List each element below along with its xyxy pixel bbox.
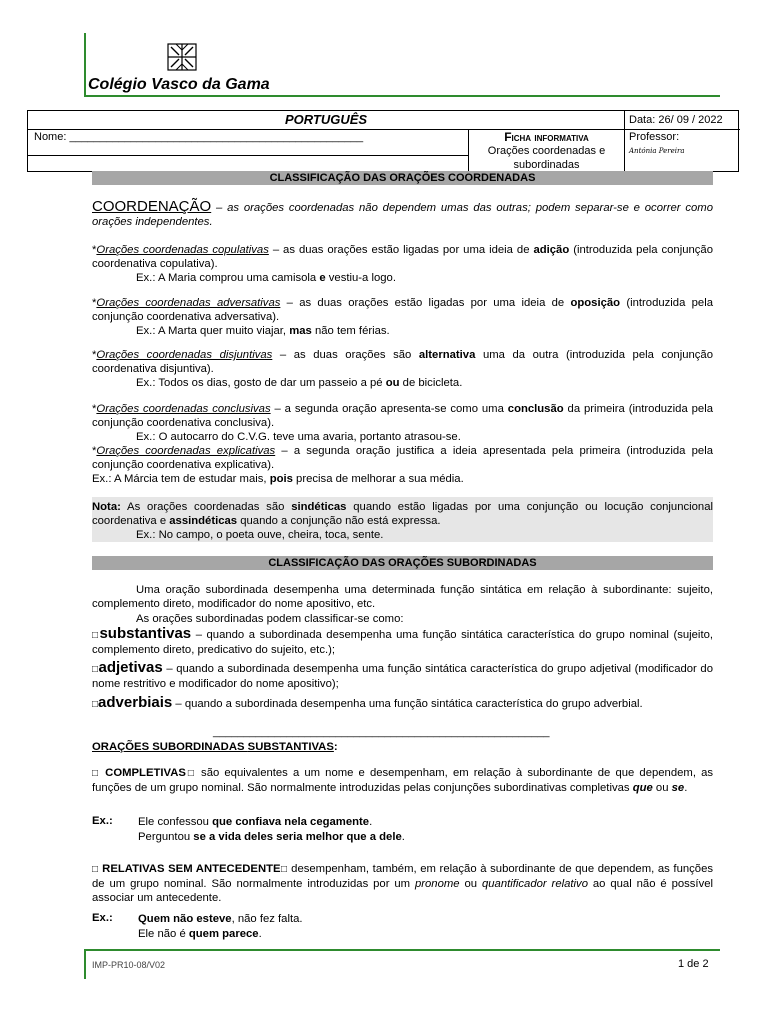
concl-keyword: conclusão [507, 403, 564, 415]
checkbox-icon: □ [92, 664, 99, 675]
adverbiais-text: – quando a subordinada desempenha uma função sintática característica do grupo adverbial. [172, 698, 643, 710]
adverbiais-item [92, 696, 713, 712]
rel-pronome: pronome [414, 878, 460, 890]
substantivas-term: substantivas [99, 625, 192, 642]
footer-frame-vertical [84, 949, 86, 979]
adverbiais-term: adverbiais [98, 694, 173, 711]
rel-ex2-b: quem parece [188, 928, 259, 940]
coord-title: COORDENAÇÃO [92, 198, 212, 215]
copul-ex-a: Ex.: A Maria comprou uma camisola [136, 272, 320, 284]
substantivas-heading [92, 740, 713, 754]
checkbox-icon: □ [92, 630, 100, 641]
relativas-block [92, 862, 713, 905]
explicativas-term: Orações coordenadas explicativas [96, 445, 276, 457]
relativas-ex-2 [138, 927, 303, 941]
subject-title: PORTUGUÊS [284, 112, 368, 127]
relativas-term: RELATIVAS SEM ANTECEDENTE [102, 863, 281, 875]
relativas-ex-1 [138, 912, 303, 926]
advers-text-c: (introduzida pela conjunção coordenativa adversativa). [92, 297, 713, 323]
subord-section-bar: CLASSIFICAÇÃO DAS ORAÇÕES SUBORDINADAS [92, 556, 713, 570]
copulativas-keyword: adição [533, 244, 570, 256]
checkbox-icon: □ [280, 864, 288, 875]
disj-ex-conj: ou [385, 377, 400, 389]
relativas-text-a: desempenham, também, em relação à subordinante de que dependem, as funções de um grupo nominal. São normalmente introduzidas por um [92, 863, 714, 890]
advers-text-a: – as duas orações estão ligadas por uma ideia de [280, 297, 571, 309]
disj-text-a: – as duas orações são [272, 349, 419, 361]
completivas-end: . [684, 782, 688, 794]
note-text-a: As orações coordenadas são [120, 501, 292, 513]
professor-signature: Antónia Pereira [629, 147, 685, 155]
note-example: Ex.: No campo, o poeta ouve, cheira, toca, sente. [136, 529, 384, 541]
copul-ex-c: vestiu-a logo. [325, 272, 396, 284]
rel-ex1-b: , não fez falta. [231, 913, 303, 925]
rel-ex2-c: . [258, 928, 262, 940]
explicativas-block: *Orações coordenadas explicativas – a segunda oração justifica a ideia apresentada pela primeira (introduzida pela conjunção coordenativa explicativa). Ex.: A Márcia tem de estudar mais, pois precisa de melhorar a sua média. [92, 445, 714, 485]
subord-intro: Uma oração subordinada desempenha uma determinada função sintática em relação à subordinante: sujeito, complemento direto, modificador do nome apositivo, etc. [92, 584, 713, 610]
date-cell: Data: 26/ 09 / 2022 [624, 111, 740, 129]
rel-ex2-a: Ele não é [138, 928, 189, 940]
note-block [92, 500, 713, 542]
rel-quantificador: quantificador relativo [481, 878, 588, 890]
note-text-e: quando a conjunção não está expressa. [237, 515, 441, 527]
document-code: IMP-PR10-08/V02 [92, 960, 166, 970]
completivas-block [92, 766, 713, 795]
school-crest-icon [165, 42, 199, 72]
completivas-ex-label: Ex.: [92, 815, 113, 827]
coord-intro [92, 200, 713, 229]
school-name: Colégio Vasco da Gama [88, 76, 270, 93]
header-frame-vertical [84, 33, 86, 97]
disjuntivas-block: *Orações coordenadas disjuntivas – as duas orações são alternativa uma da outra (introduzida pela conjunção coordenativa disjuntiva). Ex.: Todos os dias, gosto de dar um passeio a pé ou de bicicleta. [92, 349, 713, 389]
footer-frame-horizontal [84, 949, 720, 951]
disjuntivas-example [92, 376, 713, 390]
concl-text-a: – a segunda oração apresenta-se como uma [270, 403, 508, 415]
disj-ex-a: Ex.: Todos os dias, gosto de dar um passeio a pé [136, 377, 386, 389]
adjetivas-text: – quando a subordinada desempenha uma função sintática característica do grupo adjetival (modificador do nome restritivo e modificador do nome apositivo); [92, 663, 713, 690]
substantivas-text: – quando a subordinada desempenha uma função sintática característica do grupo nominal (sujeito, complemento direto, predicativo do sujeito, etc.); [92, 629, 714, 656]
checkbox-icon: □ [92, 768, 101, 779]
substantivas-item [92, 627, 713, 657]
disj-keyword: alternativa [418, 349, 476, 361]
explicativas-example [92, 472, 713, 486]
copulativas-term: Orações coordenadas copulativas [96, 244, 269, 256]
conclusivas-term: Orações coordenadas conclusivas [96, 403, 271, 415]
subst-heading-a: ORAÇÕES SUBORDINADAS [92, 741, 248, 753]
completivas-ex-1 [138, 815, 405, 829]
professor-cell [624, 129, 740, 172]
completivas-examples [138, 815, 405, 844]
ficha-subtitle-2: subordinadas [513, 159, 580, 171]
ficha-cell [468, 129, 624, 172]
compl-ex1-a: Ele confessou [138, 816, 213, 828]
rel-ou: ou [459, 878, 482, 890]
rel-ex1-a: Quem não esteve [138, 913, 232, 925]
copulativas-text-c: (introduzida pela conjunção coordenativa copulativa). [92, 244, 713, 270]
header-frame-horizontal [84, 95, 720, 97]
horizontal-rule: _______________________________________________________ [213, 726, 550, 738]
compl-ex2-b: se a vida deles seria melhor que a dele [193, 831, 402, 843]
advers-ex-c: não tem férias. [311, 325, 390, 337]
disj-ex-c: de bicicleta. [399, 377, 463, 389]
disj-text-c: uma da outra (introduzida pela conjunção coordenativa disjuntiva). [92, 349, 713, 375]
checkbox-icon: □ [92, 864, 99, 875]
professor-label: Professor: [629, 131, 680, 143]
name-field[interactable]: Nome: ________________________________________________ [28, 129, 468, 155]
compl-ex1-b: que confiava nela cegamente [212, 816, 370, 828]
note-text-c: quando estão ligadas por uma conjunção ou locução conjuncional coordenativa e [92, 501, 713, 527]
info-table [27, 110, 739, 172]
subord-classify: As orações subordinadas podem classificar-se como: [136, 613, 404, 625]
expl-ex-a: Ex.: A Márcia tem de estudar mais, [92, 473, 270, 485]
disjuntivas-term: Orações coordenadas disjuntivas [96, 349, 273, 361]
expl-ex-conj: pois [269, 473, 293, 485]
blank-cell [28, 155, 468, 172]
adjetivas-item [92, 661, 713, 691]
subst-heading-c: : [333, 741, 338, 753]
conclusivas-example: Ex.: O autocarro do C.V.G. teve uma avaria, portanto atrasou-se. [136, 431, 461, 443]
ficha-subtitle-1: Orações coordenadas e [487, 145, 606, 157]
completivas-term: COMPLETIVAS [105, 767, 186, 779]
copulativas-block: *Orações coordenadas copulativas – as duas orações estão ligadas por uma ideia de adição (introduzida pela conjunção coordenativa copulativa). Ex.: A Maria comprou uma camisola e vestiu-a logo. [92, 244, 713, 284]
conclusivas-block: *Orações coordenadas conclusivas – a segunda oração apresenta-se como uma conclusão da primeira (introduzida pela conjunção coordenativa conclusiva). Ex.: O autocarro do C.V.G. teve uma avaria, portanto atrasou-se. [92, 403, 713, 443]
compl-ex1-c: . [369, 816, 373, 828]
relativas-examples [138, 912, 303, 941]
completivas-ex-2 [138, 830, 405, 844]
advers-ex-conj: mas [289, 325, 312, 337]
page-number: 1 de 2 [678, 958, 709, 970]
note-label: Nota: [92, 501, 121, 513]
relativas-text-b: ao qual não é possível associar um antecedente. [92, 878, 714, 904]
copulativas-example [92, 271, 713, 285]
coord-intro-text: – as orações coordenadas não dependem umas das outras; podem separar-se e ocorrer como orações independentes. [92, 202, 713, 228]
expl-ex-c: precisa de melhorar a sua média. [292, 473, 464, 485]
adversativas-example [92, 324, 713, 338]
compl-ex2-a: Perguntou [138, 831, 194, 843]
subst-heading-b: SUBSTANTIVAS [247, 741, 334, 753]
conj-ou: ou [652, 782, 672, 794]
advers-keyword: oposição [570, 297, 621, 309]
advers-ex-a: Ex.: A Marta quer muito viajar, [136, 325, 290, 337]
conj-se: se [671, 782, 685, 794]
note-assindeticas: assindéticas [169, 515, 238, 527]
concl-text-c: da primeira (introduzida pela conjunção coordenativa conclusiva). [92, 403, 713, 429]
copul-ex-conj: e [319, 272, 326, 284]
adversativas-term: Orações coordenadas adversativas [96, 297, 281, 309]
copulativas-text-a: – as duas orações estão ligadas por uma ideia de [268, 244, 534, 256]
ficha-title: Ficha informativa [504, 130, 589, 144]
compl-ex2-c: . [401, 831, 405, 843]
adversativas-block: *Orações coordenadas adversativas – as duas orações estão ligadas por uma ideia de oposição (introduzida pela conjunção coordenativa adversativa). Ex.: A Marta quer muito viajar, mas não tem férias. [92, 297, 713, 337]
checkbox-icon: □ [185, 768, 196, 779]
note-sindeticas: sindéticas [291, 501, 347, 513]
completivas-text: são equivalentes a um nome e desempenham, em relação à subordinante de que dependem, as funções de um grupo nominal. São normalmente introduzidas pelas conjunções subordinativas completivas [92, 767, 714, 794]
conj-que: que [632, 782, 653, 794]
checkbox-icon: □ [92, 699, 99, 710]
relativas-ex-label: Ex.: [92, 912, 113, 924]
adjetivas-term: adjetivas [98, 659, 163, 676]
expl-text-a: – a segunda oração justifica a ideia apresentada pela primeira (introduzida pela conjunção coordenativa explicativa). [92, 445, 714, 471]
coord-section-bar: CLASSIFICAÇÃO DAS ORAÇÕES COORDENADAS [92, 171, 713, 185]
